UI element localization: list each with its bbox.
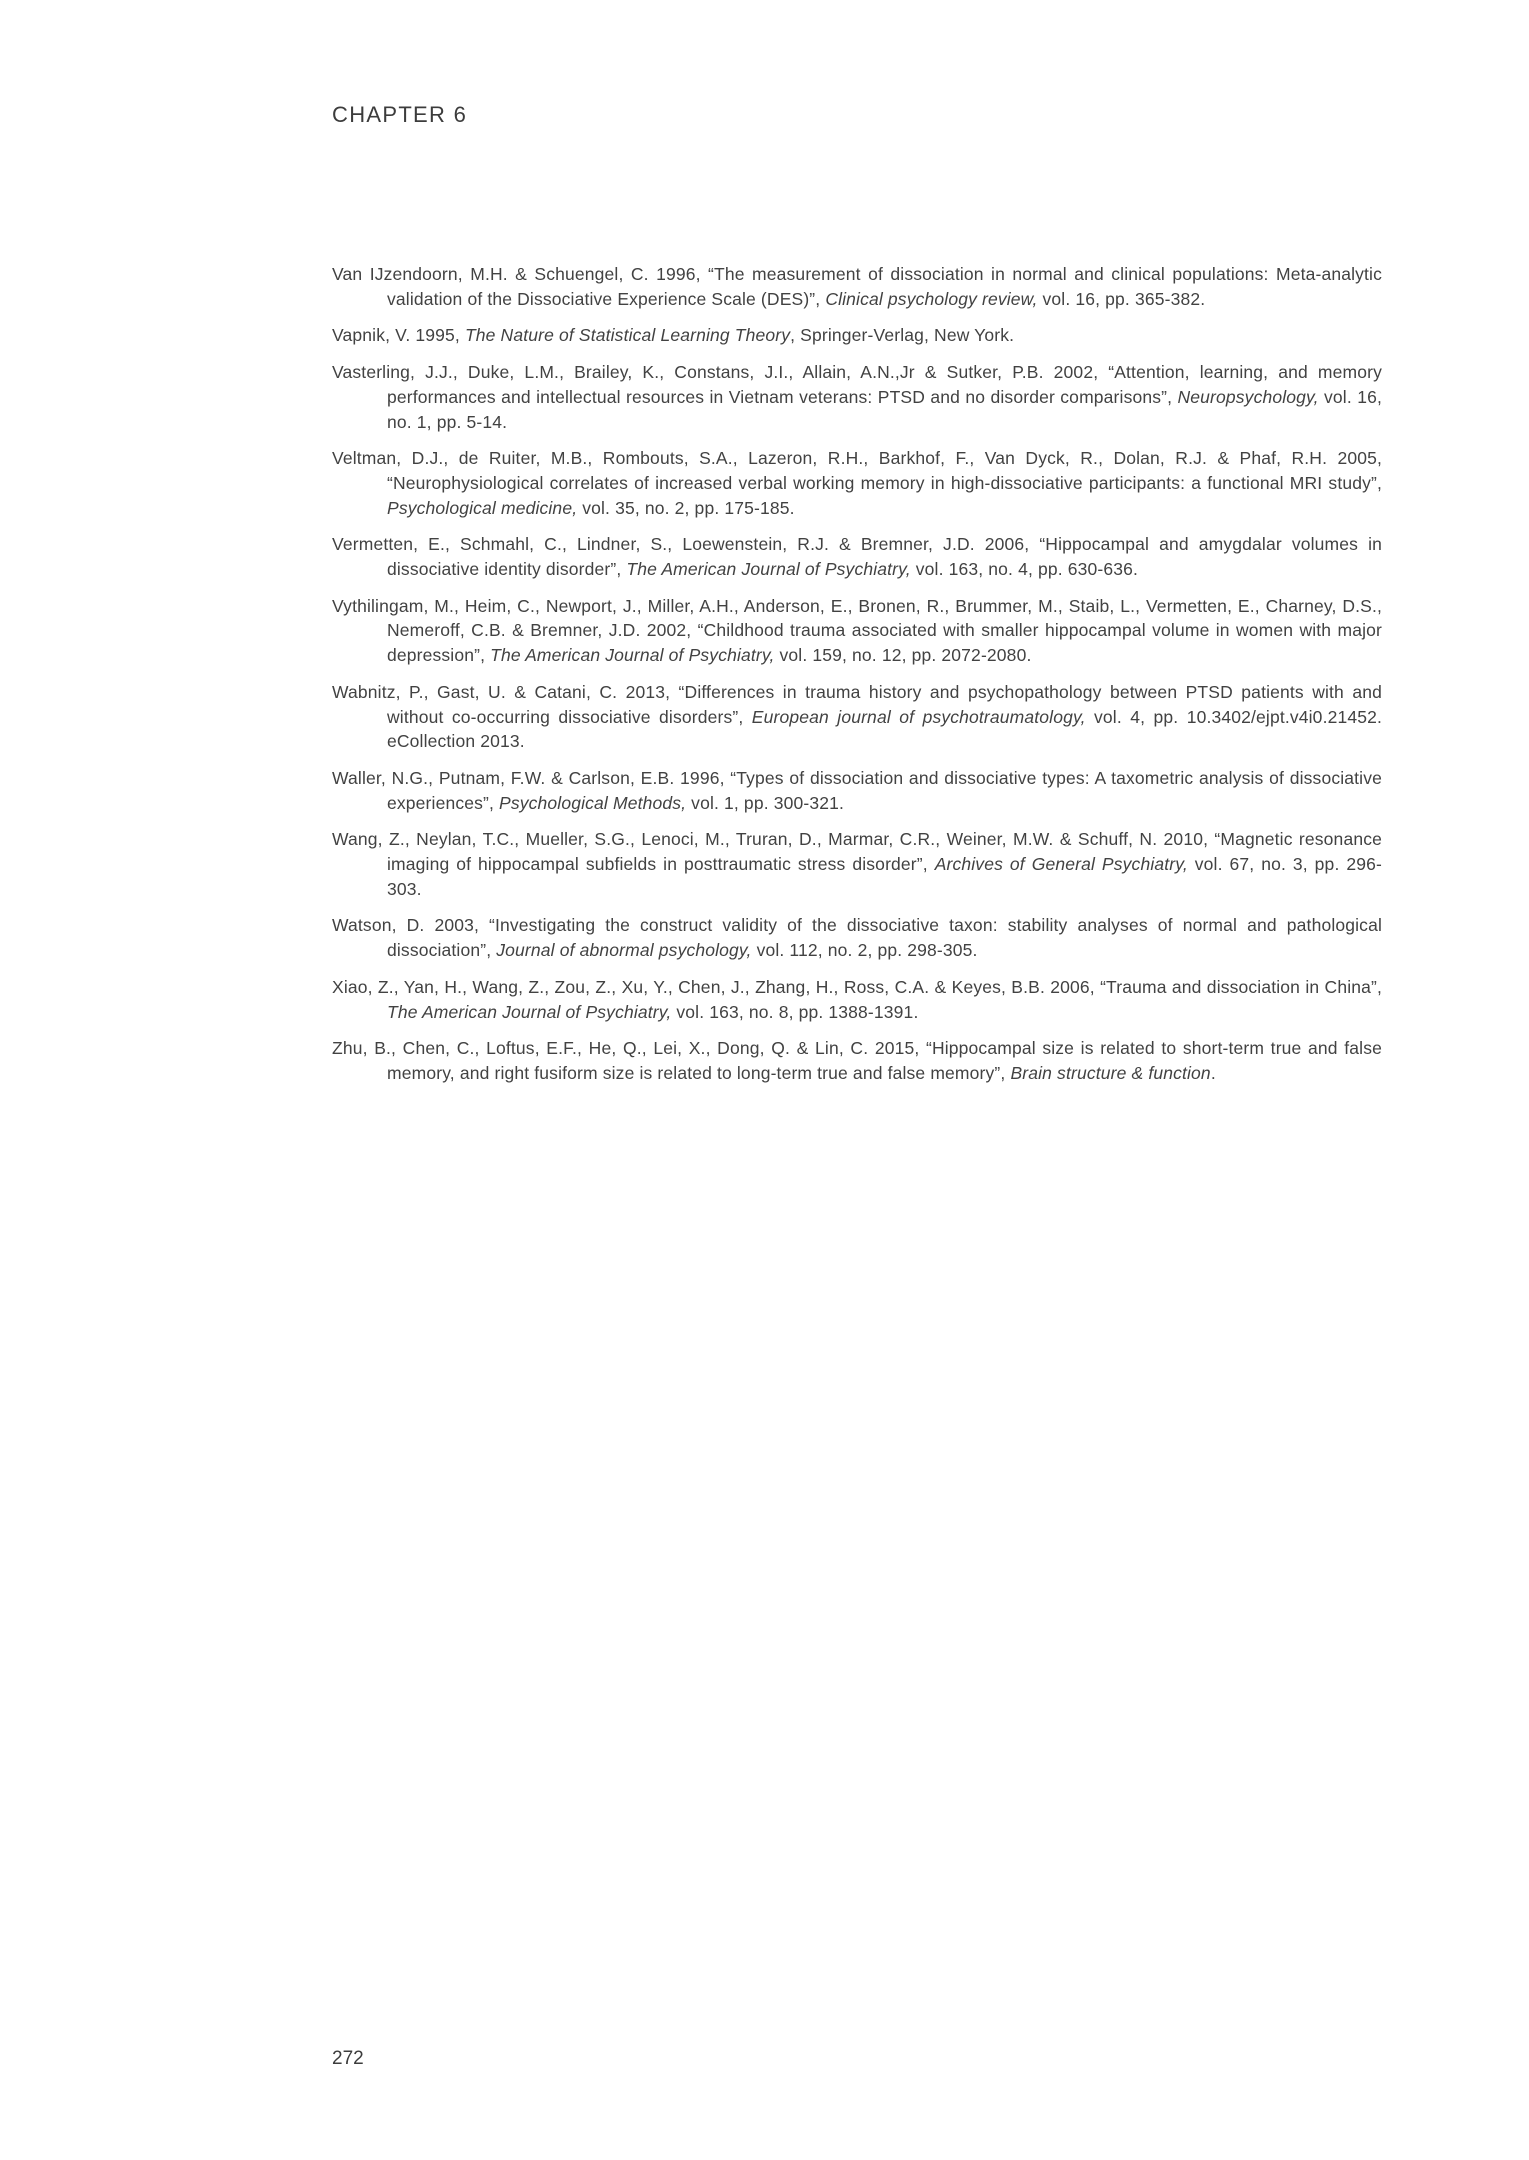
reference-text: vol. 163, no. 8, pp. 1388-1391.: [671, 1001, 919, 1022]
reference-entry: [332, 594, 1382, 668]
reference-title-italic: The American Journal of Psychiatry,: [626, 559, 911, 580]
references-list: [332, 262, 1382, 1098]
reference-title-italic: Archives of General Psychiatry,: [934, 854, 1188, 875]
reference-title-italic: Journal of abnormal psychology,: [496, 940, 752, 961]
reference-text: Veltman, D.J., de Ruiter, M.B., Rombouts, S.A., Lazeron, R.H., Barkhof, F., Van Dyck, R., Dolan, R.J. & Phaf, R.H. 2005, “Neurophysiological correlates of increased verbal working memory in high-dissociative participants: a functional MRI study”,: [332, 448, 1382, 493]
reference-title-italic: Clinical psychology review,: [825, 288, 1038, 309]
reference-text: Wabnitz, P., Gast, U. & Catani, C. 2013, “Differences in trauma history and psychopathology between PTSD patients with and without co-occurring dissociative disorders”,: [332, 681, 1382, 727]
reference-title-italic: The American Journal of Psychiatry,: [490, 645, 775, 666]
reference-entry: [332, 827, 1382, 901]
reference-title-italic: The Nature of Statistical Learning Theory: [464, 325, 791, 346]
reference-entry: [332, 766, 1382, 815]
reference-text: Zhu, B., Chen, C., Loftus, E.F., He, Q., Lei, X., Dong, Q. & Lin, C. 2015, “Hippocampal size is related to short-term true and false memory, and right fusiform size is related to long-term true and false memory”,: [332, 1038, 1382, 1083]
reference-title-italic: Neuropsychology,: [1177, 386, 1319, 407]
reference-entry: [332, 360, 1382, 434]
reference-title-italic: The American Journal of Psychiatry,: [387, 1001, 672, 1022]
page-number: 272: [332, 2048, 364, 2069]
reference-text: vol. 163, no. 4, pp. 630-636.: [910, 559, 1139, 580]
reference-entry: [332, 323, 1382, 348]
reference-entry: [332, 913, 1382, 962]
reference-entry: [332, 1036, 1382, 1085]
reference-text: vol. 159, no. 12, pp. 2072-2080.: [774, 645, 1032, 666]
reference-entry: [332, 446, 1382, 520]
reference-text: Vasterling, J.J., Duke, L.M., Brailey, K., Constans, J.I., Allain, A.N.,Jr & Sutker, P.B. 2002, “Attention, learning, and memory performances and intellectual resources in Vietnam veterans: PTSD and no disorder comparisons”,: [332, 362, 1382, 407]
reference-entry: [332, 975, 1382, 1024]
chapter-header: CHAPTER 6: [332, 102, 468, 127]
reference-title-italic: European journal of psychotraumatology,: [751, 706, 1086, 727]
reference-text: Vythilingam, M., Heim, C., Newport, J., Miller, A.H., Anderson, E., Bronen, R., Brummer, M., Staib, L., Vermetten, E., Charney, D.S., Nemeroff, C.B. & Bremner, J.D. 2002, “Childhood trauma associated with smaller hippocampal volume in women with major depression”,: [332, 595, 1382, 666]
reference-text: Wang, Z., Neylan, T.C., Mueller, S.G., Lenoci, M., Truran, D., Marmar, C.R., Weiner, M.W. & Schuff, N. 2010, “Magnetic resonance imaging of hippocampal subfields in posttraumatic stress disorder”,: [332, 829, 1382, 875]
reference-text: vol. 16, no. 1, pp. 5-14.: [387, 386, 1382, 432]
reference-text: Watson, D. 2003, “Investigating the construct validity of the dissociative taxon: stability analyses of normal and pathological dissociation”,: [332, 915, 1382, 961]
reference-text: Vapnik, V. 1995,: [332, 325, 465, 346]
reference-text: vol. 16, pp. 365-382.: [1037, 288, 1206, 309]
reference-text: Xiao, Z., Yan, H., Wang, Z., Zou, Z., Xu, Y., Chen, J., Zhang, H., Ross, C.A. & Keyes, B.B. 2006, “Trauma and dissociation in China”,: [332, 976, 1382, 997]
reference-text: vol. 1, pp. 300-321.: [686, 792, 845, 813]
reference-text: vol. 4, pp. 10.3402/ejpt.v4i0.21452. eCollection 2013.: [387, 706, 1383, 752]
reference-title-italic: Brain structure & function: [1010, 1062, 1211, 1083]
reference-text: Vermetten, E., Schmahl, C., Lindner, S., Loewenstein, R.J. & Bremner, J.D. 2006, “Hippocampal and amygdalar volumes in dissociative identity disorder”,: [332, 534, 1382, 580]
reference-text: vol. 35, no. 2, pp. 175-185.: [577, 497, 795, 518]
reference-text: vol. 67, no. 3, pp. 296-303.: [387, 854, 1382, 899]
reference-entry: [332, 262, 1382, 311]
reference-title-italic: Psychological Methods,: [499, 792, 687, 813]
reference-text: .: [1210, 1062, 1216, 1083]
reference-text: Van IJzendoorn, M.H. & Schuengel, C. 1996, “The measurement of dissociation in normal and clinical populations: Meta-analytic validation of the Dissociative Experience Scale (DES)”,: [332, 264, 1382, 309]
reference-text: vol. 112, no. 2, pp. 298-305.: [751, 940, 978, 961]
reference-title-italic: Psychological medicine,: [387, 497, 578, 518]
reference-entry: [332, 532, 1382, 581]
reference-text: , Springer-Verlag, New York.: [790, 325, 1015, 346]
reference-entry: [332, 680, 1382, 754]
reference-text: Waller, N.G., Putnam, F.W. & Carlson, E.B. 1996, “Types of dissociation and dissociative types: A taxometric analysis of dissociative experiences”,: [332, 767, 1382, 813]
